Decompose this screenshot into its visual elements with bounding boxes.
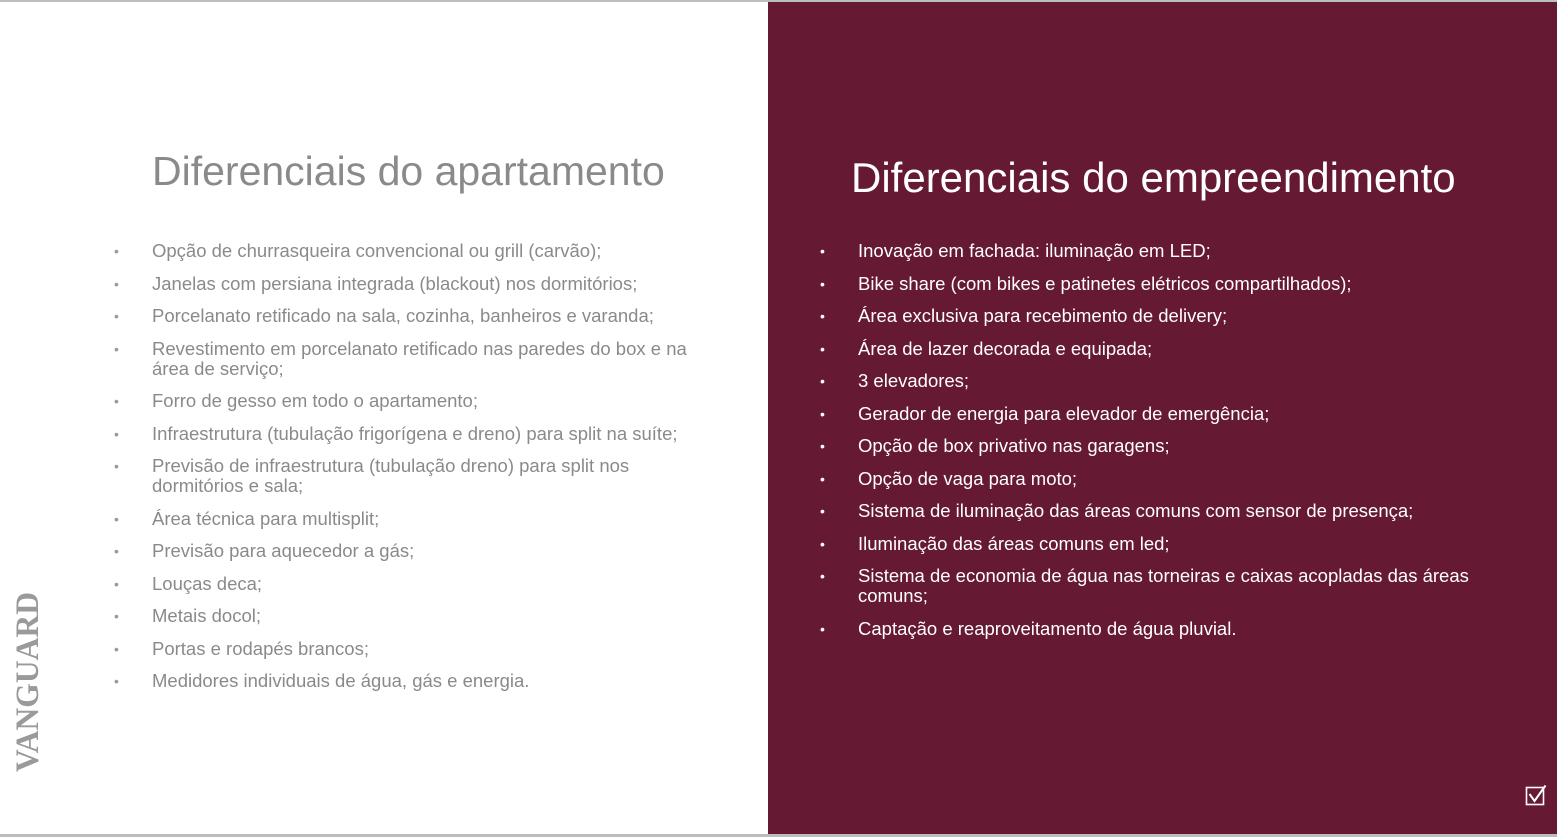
bullet-icon: •	[820, 620, 825, 637]
list-item-text: Gerador de energia para elevador de emergência;	[858, 402, 1270, 424]
bullet-icon: •	[820, 275, 825, 292]
list-item	[820, 305, 1498, 326]
apartment-features-list	[114, 240, 712, 704]
bullet-icon: •	[114, 243, 119, 259]
bullet-icon: •	[114, 393, 119, 409]
bullet-icon: •	[114, 458, 119, 474]
bullet-icon: •	[114, 640, 119, 657]
bullet-icon: •	[820, 470, 825, 487]
bullet-icon: •	[114, 543, 119, 559]
bullet-icon: •	[820, 535, 825, 552]
bullet-icon: •	[820, 308, 825, 324]
list-item-text: Revestimento em porcelanato retificado nas paredes do box e na área de serviço;	[152, 337, 687, 379]
list-item-text: Iluminação das áreas comuns em led;	[858, 532, 1170, 554]
list-item	[114, 507, 712, 529]
list-item-text: Portas e rodapés brancos;	[152, 637, 369, 659]
list-item	[114, 455, 712, 496]
list-item-text: Área de lazer decorada e equipada;	[858, 337, 1153, 359]
list-item-text: Previsão para aquecedor a gás;	[152, 540, 415, 561]
list-item	[114, 390, 712, 411]
list-item	[820, 435, 1498, 456]
bullet-icon: •	[820, 503, 825, 519]
list-item	[114, 272, 712, 294]
list-item	[114, 670, 712, 691]
apartment-features-title: Diferenciais do apartamento	[152, 148, 665, 194]
bullet-icon: •	[114, 275, 119, 292]
list-item	[820, 402, 1498, 424]
list-item	[114, 305, 712, 326]
bullet-icon: •	[820, 405, 825, 422]
list-item	[114, 240, 712, 261]
vanguard-logo	[8, 583, 46, 772]
list-item-text: 3 elevadores;	[858, 370, 970, 391]
list-item-text: Janelas com persiana integrada (blackout) nos dormitórios;	[152, 272, 638, 294]
bullet-icon: •	[114, 340, 119, 357]
list-item-text: Sistema de iluminação das áreas comuns com sensor de presença;	[858, 500, 1414, 521]
list-item-text: Área técnica para multisplit;	[152, 507, 380, 529]
list-item	[114, 637, 712, 659]
list-item	[820, 337, 1498, 359]
bullet-icon: •	[820, 438, 825, 454]
checkbox-logo-icon	[1525, 784, 1547, 806]
list-item-text: Opção de vaga para moto;	[858, 467, 1078, 489]
list-item	[114, 572, 712, 594]
bullet-icon: •	[114, 425, 119, 442]
list-item-text: Captação e reaproveitamento de água pluvial.	[858, 617, 1237, 639]
bullet-icon: •	[114, 575, 119, 592]
list-item-text: Infraestrutura (tubulação frigorígena e dreno) para split na suíte;	[152, 422, 678, 444]
list-item	[820, 532, 1498, 554]
list-item-text: Louças deca;	[152, 572, 263, 594]
list-item-text: Área exclusiva para recebimento de delivery;	[858, 305, 1228, 326]
list-item-text: Medidores individuais de água, gás e energia.	[152, 670, 530, 691]
list-item-text: Forro de gesso em todo o apartamento;	[152, 390, 478, 411]
list-item	[114, 337, 712, 379]
development-features-list	[820, 240, 1498, 651]
list-item	[820, 370, 1498, 391]
list-item-text: Previsão de infraestrutura (tubulação dreno) para split nos dormitórios e sala;	[152, 455, 630, 496]
list-item	[820, 617, 1498, 639]
list-item-text: Bike share (com bikes e patinetes elétricos compartilhados);	[858, 272, 1352, 294]
list-item	[820, 500, 1498, 521]
bullet-icon: •	[820, 568, 825, 584]
list-item-text: Opção de box privativo nas garagens;	[858, 435, 1170, 456]
list-item	[820, 467, 1498, 489]
vanguard-logo-text: VANGUARD	[10, 583, 46, 772]
list-item-text: Metais docol;	[152, 605, 261, 626]
list-item-text: Sistema de economia de água nas torneiras e caixas acopladas das áreas comuns;	[858, 565, 1469, 606]
list-item-text: Porcelanato retificado na sala, cozinha, banheiros e varanda;	[152, 305, 654, 326]
bullet-icon: •	[114, 673, 119, 689]
list-item-text: Inovação em fachada: iluminação em LED;	[858, 240, 1211, 261]
list-item	[114, 605, 712, 626]
list-item	[114, 540, 712, 561]
list-item	[820, 565, 1498, 606]
bullet-icon: •	[820, 340, 825, 357]
right-panel	[768, 2, 1557, 834]
list-item	[114, 422, 712, 444]
list-item-text: Opção de churrasqueira convencional ou grill (carvão);	[152, 240, 602, 261]
bullet-icon: •	[820, 373, 825, 389]
bullet-icon: •	[114, 608, 119, 624]
left-panel	[0, 2, 768, 834]
bullet-icon: •	[114, 308, 119, 324]
bullet-icon: •	[820, 243, 825, 259]
list-item	[820, 240, 1498, 261]
list-item	[820, 272, 1498, 294]
development-features-title: Diferenciais do empreendimento	[851, 154, 1456, 201]
bullet-icon: •	[114, 510, 119, 527]
